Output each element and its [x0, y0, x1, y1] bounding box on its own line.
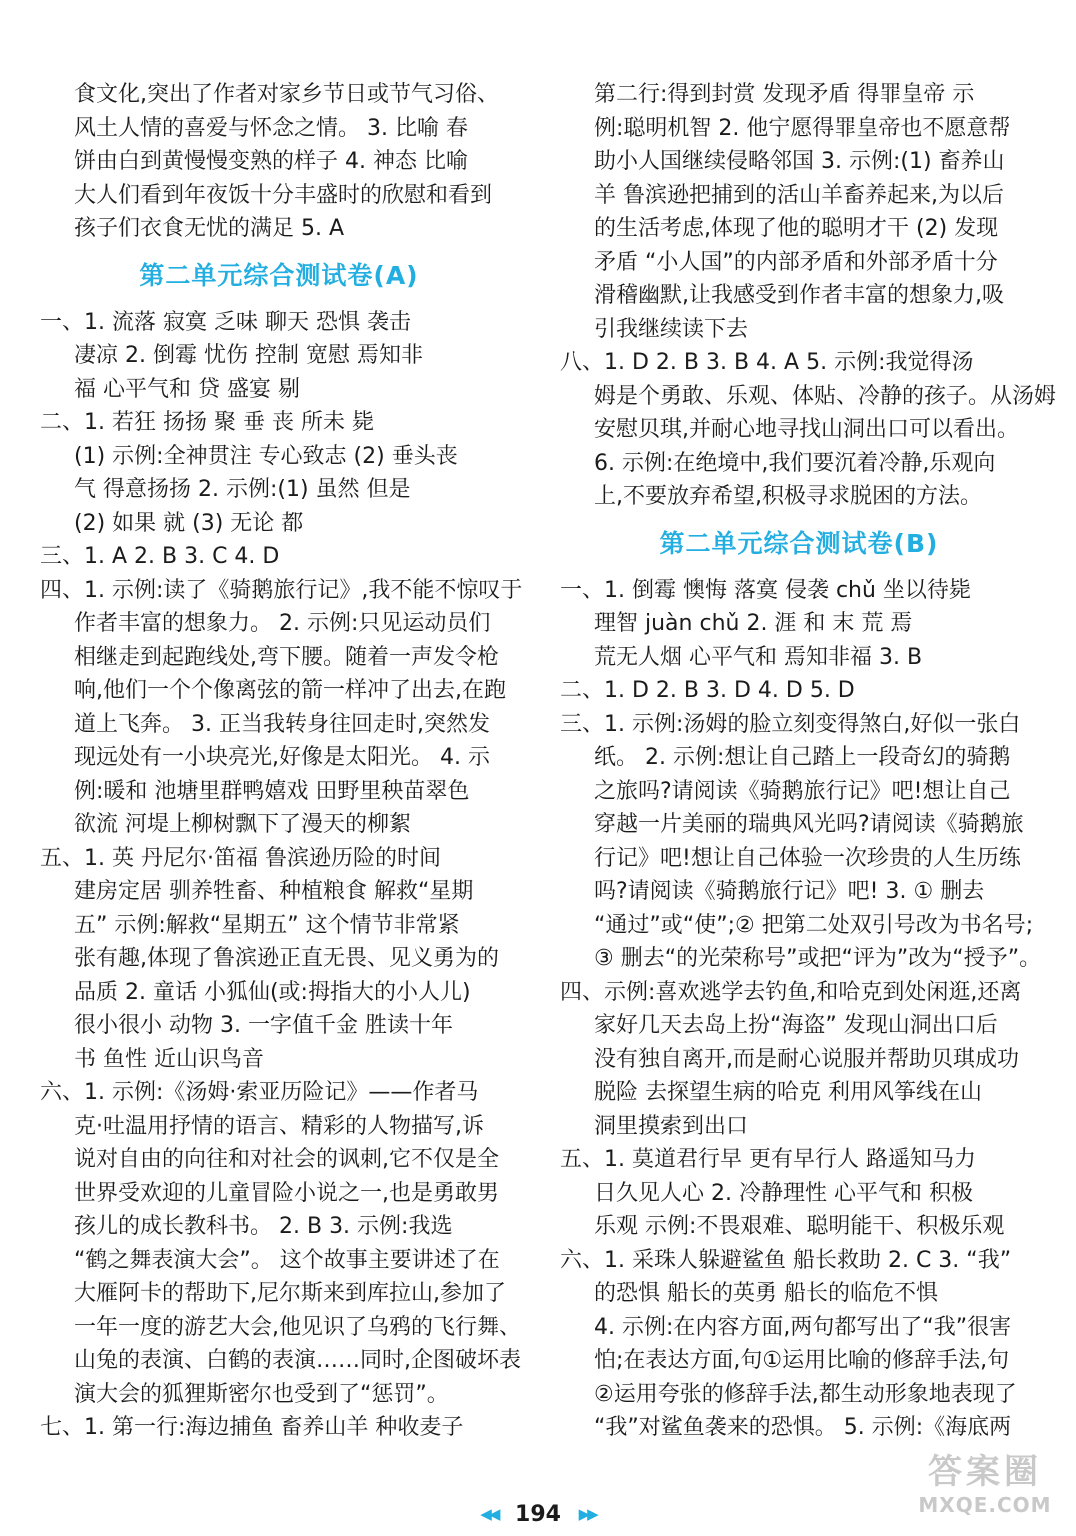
answer-line: (1) 示例:全神贯注 专心致志 (2) 垂头丧: [74, 443, 458, 469]
answer-line: 安慰贝琪,并耐心地寻找山洞出口可以看出。: [594, 417, 1019, 442]
answer-line: 道上飞奔。 3. 正当我转身往回走时,突然发: [74, 711, 490, 737]
answer-line: 凄凉 2. 倒霉 忧伤 控制 宽慰 焉知非: [74, 343, 423, 368]
answer-line: 行记》吧!想让自己体验一次珍贵的人生历练: [594, 845, 1021, 871]
answer-line: 大雁阿卡的帮助下,尼尔斯来到库拉山,参加了: [74, 1281, 506, 1306]
answer-line: 引我继续读下去: [594, 316, 749, 342]
answer-line: 荒无人烟 心平气和 焉知非福 3. B: [594, 644, 923, 670]
answer-line: 五、1. 莫道君行早 更有早行人 路遥知马力: [560, 1147, 976, 1172]
answer-line: 孩子们衣食无忧的满足 5. A: [74, 216, 345, 241]
answer-line: 很小很小 动物 3. 一字值千金 胜读十年: [74, 1013, 453, 1038]
answer-line: 一年一度的游艺大会,他见识了乌鸦的飞行舞、: [74, 1314, 521, 1340]
answer-line: 脱险 去探望生病的哈克 利用风筝线在山: [594, 1080, 982, 1105]
answer-line: 乐观 示例:不畏艰难、聪明能干、积极乐观: [594, 1214, 1005, 1239]
answer-line: 建房定居 驯养牲畜、种植粮食 解救“星期: [74, 879, 474, 904]
answer-line: 孩儿的成长教科书。 2. B 3. 示例:我选: [74, 1214, 453, 1239]
answer-line: 大人们看到年夜饭十分丰盛时的欣慰和看到: [74, 182, 493, 208]
answer-line: 五” 示例:解救“星期五” 这个情节非常紧: [74, 912, 460, 938]
answer-line: 一、1. 流落 寂寞 乏味 聊天 恐惧 袭击: [40, 309, 411, 335]
answer-line: 现远处有一小块亮光,好像是太阳光。 4. 示: [74, 745, 490, 770]
answer-line: 日久见人心 2. 冷静理性 心平气和 积极: [594, 1180, 973, 1206]
answer-line: 的恐惧 船长的英勇 船长的临危不惧: [594, 1281, 938, 1306]
answer-line: 矛盾 “小人国”的内部矛盾和外部矛盾十分: [594, 249, 998, 275]
answer-line: 作者丰富的想象力。 2. 示例:只见运动员们: [74, 611, 491, 636]
answer-line: 品质 2. 童话 小狐仙(或:拇指大的小人儿): [74, 979, 471, 1005]
answer-line: 穿越一片美丽的瑞典风光吗?请阅读《骑鹅旅: [594, 812, 1024, 837]
prev-arrow-icon: ◀◀: [480, 1505, 498, 1523]
answer-line: 纸。 2. 示例:想让自己踏上一段奇幻的骑鹅: [594, 745, 1011, 770]
watermark-bottom: MXQE.COM: [918, 1493, 1052, 1517]
answer-line: 一、1. 倒霉 懊悔 落寞 侵袭 chǔ 坐以待毙: [560, 577, 971, 603]
answer-line: “通过”或“使”;② 把第二处双引号改为书名号;: [594, 912, 1034, 938]
answer-line: 二、1. 若狂 扬扬 聚 垂 丧 所未 毙: [40, 410, 374, 435]
answer-line: 食文化,突出了作者对家乡节日或节气习俗、: [74, 82, 499, 107]
answer-line: 欲流 河堤上柳树飘下了漫天的柳絮: [74, 812, 411, 837]
answer-line: 五、1. 英 丹尼尔·笛福 鲁滨逊历险的时间: [40, 845, 441, 871]
answer-line: 上,不要放弃希望,积极寻求脱困的方法。: [594, 484, 982, 509]
answer-line: 克·吐温用抒情的语言、精彩的人物描写,诉: [74, 1113, 484, 1139]
answer-line: 羊 鲁滨逊把捕到的活山羊畜养起来,为以后: [594, 182, 1004, 208]
answer-line: 气 得意扬扬 2. 示例:(1) 虽然 但是: [74, 477, 411, 502]
answer-line: 福 心平气和 贷 盛宴 剔: [74, 376, 300, 402]
answer-line: 怕;在表达方面,句①运用比喻的修辞手法,句: [594, 1348, 1010, 1373]
answer-line: 第二行:得到封赏 发现矛盾 得罪皇帝 示: [594, 82, 975, 107]
answer-line: 演大会的狐狸斯密尔也受到了“惩罚”。: [74, 1381, 449, 1407]
answer-line: 八、1. D 2. B 3. B 4. A 5. 示例:我觉得汤: [560, 350, 974, 375]
answer-line: 相继走到起跑线处,弯下腰。随着一声发令枪: [74, 644, 499, 670]
watermark-top: 答案圈: [928, 1452, 1042, 1492]
answer-line: 吗?请阅读《骑鹅旅行记》吧! 3. ① 删去: [594, 879, 985, 904]
page-number: 194: [515, 1502, 561, 1527]
answer-line: (2) 如果 就 (3) 无论 都: [74, 510, 304, 536]
answer-line: 的生活考虑,体现了他的聪明才干 (2) 发现: [594, 216, 999, 241]
answer-line: 6. 示例:在绝境中,我们要沉着冷静,乐观向: [594, 450, 996, 476]
answer-line: 张有趣,体现了鲁滨逊正直无畏、见义勇为的: [74, 946, 499, 971]
answer-line: 理智 juàn chǔ 2. 涯 和 末 荒 焉: [594, 611, 913, 636]
right-column: [560, 78, 1057, 1445]
next-arrow-icon: ▶▶: [578, 1505, 596, 1523]
answer-line: 二、1. D 2. B 3. D 4. D 5. D: [560, 678, 855, 703]
answer-line: 饼由白到黄慢慢变熟的样子 4. 神态 比喻: [74, 149, 468, 174]
answer-line: 洞里摸索到出口: [594, 1113, 749, 1139]
watermark-logo: [900, 1452, 1070, 1532]
answer-line: 响,他们一个个像离弦的箭一样冲了出去,在跑: [74, 678, 506, 703]
answer-line: 滑稽幽默,让我感受到作者丰富的想象力,吸: [594, 283, 1004, 308]
answer-line: 三、1. 示例:汤姆的脸立刻变得煞白,好似一张白: [560, 711, 1021, 737]
section-heading: 第二单元综合测试卷(B): [659, 528, 939, 558]
answer-line: 六、1. 采珠人躲避鲨鱼 船长救助 2. C 3. “我”: [560, 1247, 1012, 1273]
answer-line: 山兔的表演、白鹤的表演……同时,企图破坏表: [74, 1348, 521, 1373]
answer-line: ③ 删去“的光荣称号”或把“评为”改为“授予”。: [594, 946, 1042, 971]
answer-line: 书 鱼性 近山识鸟音: [74, 1046, 264, 1072]
answer-line: 例:聪明机智 2. 他宁愿得罪皇帝也不愿意帮: [594, 115, 1011, 141]
answer-line: 姆是个勇敢、乐观、体贴、冷静的孩子。从汤姆: [594, 383, 1057, 409]
answer-line: “我”对鲨鱼袭来的恐惧。 5. 示例:《海底两: [594, 1415, 1012, 1440]
answer-line: 没有独自离开,而是耐心说服并帮助贝琪成功: [594, 1046, 1019, 1072]
answer-line: 之旅吗?请阅读《骑鹅旅行记》吧!想让自己: [594, 778, 1011, 804]
answer-line: 家好几天去岛上扮“海盗” 发现山洞出口后: [594, 1013, 998, 1038]
left-column: [40, 78, 523, 1445]
section-heading: 第二单元综合测试卷(A): [139, 260, 419, 290]
answer-line: 四、1. 示例:读了《骑鹅旅行记》,我不能不惊叹于: [40, 577, 523, 603]
answer-line: 世界受欢迎的儿童冒险小说之一,也是勇敢男: [74, 1180, 499, 1206]
answer-line: 风土人情的喜爱与怀念之情。 3. 比喻 春: [74, 115, 468, 141]
answer-line: ②运用夸张的修辞手法,都生动形象地表现了: [594, 1381, 1017, 1407]
answer-line: 助小人国继续侵略邻国 3. 示例:(1) 畜养山: [594, 149, 1005, 174]
answer-line: 六、1. 示例:《汤姆·索亚历险记》——作者马: [40, 1080, 479, 1105]
answer-line: “鹤之舞表演大会”。 这个故事主要讲述了在: [74, 1247, 500, 1273]
answer-line: 七、1. 第一行:海边捕鱼 畜养山羊 种收麦子: [40, 1415, 464, 1440]
answer-line: 4. 示例:在内容方面,两句都写出了“我”很害: [594, 1314, 1012, 1340]
answer-line: 说对自由的向往和对社会的讽刺,它不仅是全: [74, 1147, 499, 1172]
answer-line: 例:暖和 池塘里群鸭嬉戏 田野里秧苗翠色: [74, 778, 470, 804]
answer-line: 四、示例:喜欢逃学去钓鱼,和哈克到处闲逛,还离: [560, 979, 1022, 1005]
answer-line: 三、1. A 2. B 3. C 4. D: [40, 544, 280, 569]
